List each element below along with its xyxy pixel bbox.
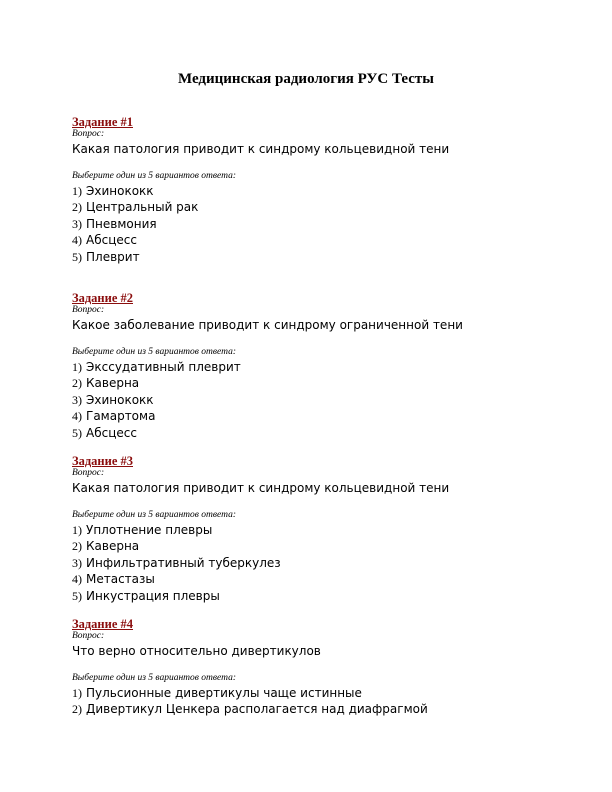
- option-number: 2): [72, 702, 82, 717]
- question-label: Вопрос:: [72, 468, 105, 478]
- question-label: Вопрос:: [72, 129, 105, 139]
- option-number: 4): [72, 409, 82, 424]
- option-text: Каверна: [86, 539, 140, 554]
- option-text: Уплотнение плевры: [86, 523, 213, 537]
- answer-option: [72, 375, 552, 391]
- question-label: Вопрос:: [72, 631, 105, 641]
- answer-options: [72, 359, 552, 441]
- answer-option: [72, 588, 552, 604]
- answer-option: [72, 232, 552, 248]
- option-text: Инфильтративный туберкулез: [86, 555, 281, 570]
- option-number: 2): [72, 200, 82, 215]
- option-text: Пневмония: [86, 216, 157, 231]
- question-text: Какая патология приводит к синдрому кольцевидной тени: [72, 481, 450, 495]
- option-text: Центральный рак: [86, 200, 199, 215]
- answer-option: [72, 216, 552, 232]
- option-number: 1): [72, 360, 82, 374]
- task-title: Задание #2: [72, 291, 133, 305]
- answer-option: [72, 249, 552, 265]
- answer-option: [72, 392, 552, 408]
- option-text: Эхинококк: [86, 392, 154, 407]
- option-text: Абсцесс: [86, 233, 137, 248]
- answer-option: [72, 538, 552, 554]
- option-text: Экссудативный плеврит: [86, 360, 241, 374]
- answer-options: [72, 183, 552, 265]
- option-number: 1): [72, 523, 82, 537]
- option-number: 3): [72, 216, 82, 231]
- task-block: [72, 617, 552, 718]
- choose-instruction: Выберите один из 5 вариантов ответа:: [72, 673, 237, 683]
- option-number: 2): [72, 376, 82, 391]
- option-text: Дивертикул Ценкера располагается над диафрагмой: [86, 702, 428, 717]
- task-title: Задание #3: [72, 454, 133, 468]
- task-block: [72, 115, 552, 265]
- option-number: 1): [72, 184, 82, 198]
- answer-option: [72, 555, 552, 571]
- option-number: 3): [72, 555, 82, 570]
- answer-option: [72, 522, 552, 538]
- choose-instruction: Выберите один из 5 вариантов ответа:: [72, 510, 237, 520]
- answer-option: [72, 359, 552, 375]
- answer-option: [72, 425, 552, 441]
- task-title: Задание #1: [72, 115, 133, 129]
- question-label: Вопрос:: [72, 305, 105, 315]
- option-number: 4): [72, 233, 82, 248]
- answer-option: [72, 571, 552, 587]
- answer-option: [72, 685, 552, 701]
- option-text: Плеврит: [86, 249, 140, 264]
- choose-instruction: Выберите один из 5 вариантов ответа:: [72, 171, 237, 181]
- option-text: Каверна: [86, 376, 140, 391]
- option-text: Гамартома: [86, 409, 156, 424]
- option-text: Абсцесс: [86, 425, 137, 440]
- answer-option: [72, 199, 552, 215]
- option-text: Инкустрация плевры: [86, 588, 220, 603]
- question-text: Что верно относительно дивертикулов: [72, 644, 321, 658]
- option-number: 5): [72, 249, 82, 264]
- answer-option: [72, 408, 552, 424]
- option-number: 2): [72, 539, 82, 554]
- answer-options: [72, 522, 552, 604]
- answer-option: [72, 701, 552, 717]
- task-title: Задание #4: [72, 617, 133, 631]
- option-number: 4): [72, 572, 82, 587]
- answer-options: [72, 685, 552, 718]
- task-block: [72, 454, 552, 604]
- option-number: 5): [72, 425, 82, 440]
- option-number: 5): [72, 588, 82, 603]
- option-text: Метастазы: [86, 572, 155, 587]
- choose-instruction: Выберите один из 5 вариантов ответа:: [72, 347, 237, 357]
- option-number: 3): [72, 392, 82, 407]
- task-block: [72, 291, 552, 441]
- answer-option: [72, 183, 552, 199]
- question-text: Какое заболевание приводит к синдрому ограниченной тени: [72, 318, 463, 332]
- option-text: Эхинококк: [86, 184, 154, 198]
- document-title: Медицинская радиология РУС Тесты: [177, 71, 435, 87]
- option-text: Пульсионные дивертикулы чаще истинные: [86, 686, 362, 700]
- option-number: 1): [72, 686, 82, 700]
- question-text: Какая патология приводит к синдрому кольцевидной тени: [72, 142, 450, 156]
